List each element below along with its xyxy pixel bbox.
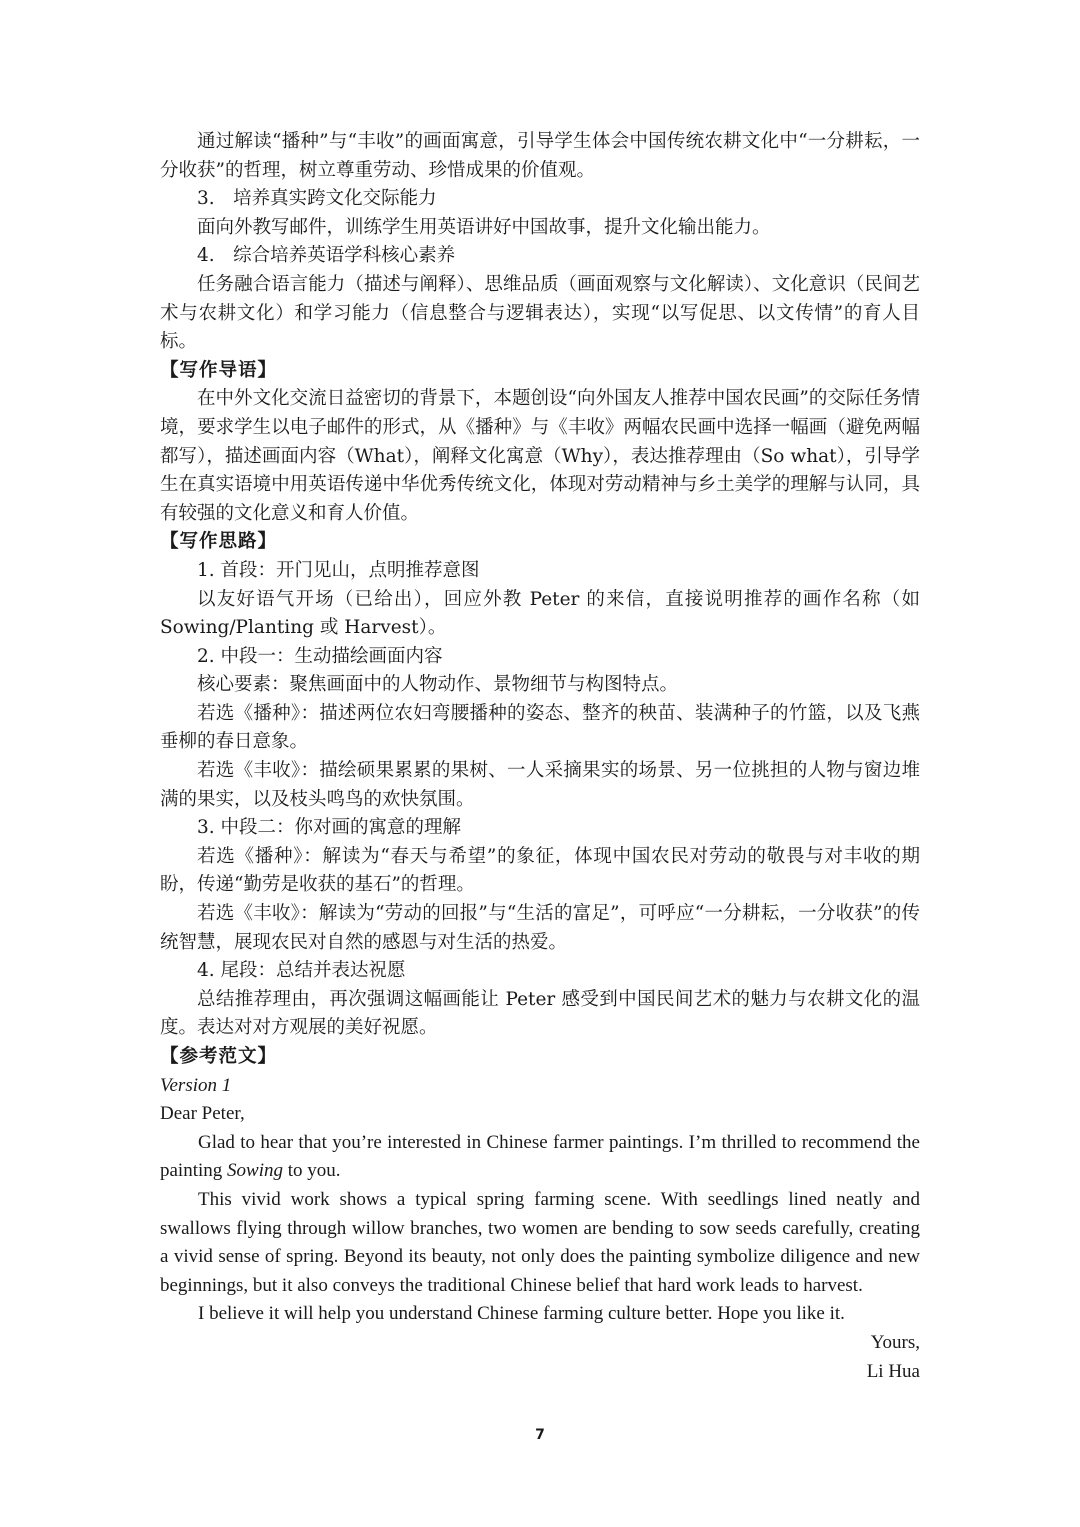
goal-3-title: 3. 培养真实跨文化交际能力 [197,188,437,210]
writing-ideas-heading: 【写作思路】 [160,531,278,553]
ideas-step-3-sowing: 若选《播种》：解读为“春天与希望”的象征，体现中国农民对劳动的敬畏与对丰收的期盼，传递“勤劳是收获的基石”的哲理。 [160,845,920,896]
page-number: 7 [535,1427,545,1443]
ideas-step-1-body: 以友好语气开场（已给出），回应外教 Peter 的来信，直接说明推荐的画作名称（如 Sowing/Planting 或 Harvest）。 [160,588,920,639]
ideas-step-1-title: 1. 首段：开门见山，点明推荐意图 [197,559,480,581]
goal-4-body: 任务融合语言能力（描述与阐释）、思维品质（画面观察与文化解读）、文化意识（民间艺术与农耕文化）和学习能力（信息整合与逻辑表达），实现“以写促思、以文传情”的育人目标。 [160,273,920,353]
letter-p1-text-a: Glad to hear that you’re interested in Chinese farmer paintings. I’m thrilled to recommend the painting [160,1131,920,1182]
painting-title: Sowing [227,1160,283,1182]
ideas-step-3-harvest: 若选《丰收》：解读为“劳动的回报”与“生活的富足”，可呼应“一分耕耘，一分收获”的传统智慧，展现农民对自然的感恩与对生活的热爱。 [160,903,920,953]
letter-p1-text-b: to you. [282,1160,341,1182]
goal-4-title: 4. 综合培养英语学科核心素养 [197,245,456,267]
ideas-step-4-body: 总结推荐理由，再次强调这幅画能让 Peter 感受到中国民间艺术的魅力与农耕文化的温度。表达对对方观展的美好祝愿。 [160,988,920,1039]
letter-paragraph-1 [160,1129,920,1186]
ideas-step-2-harvest: 若选《丰收》：描绘硕果累累的果树、一人采摘果实的场景、另一位挑担的人物与窗边堆满的果实，以及枝头鸣鸟的欢快氛围。 [160,760,920,810]
ideas-step-2-sowing: 若选《播种》：描述两位农妇弯腰播种的姿态、整齐的秧苗、装满种子的竹篮，以及飞燕垂柳的春日意象。 [160,702,920,753]
letter-closing: Yours, [870,1331,920,1353]
writing-guide-heading: 【写作导语】 [160,359,278,381]
letter-paragraph-3: I believe it will help you understand Chinese farming culture better. Hope you like it. [198,1303,845,1325]
page-content [160,128,920,1386]
sample-version-label: Version 1 [160,1074,232,1096]
goal-3-body: 面向外教写邮件，训练学生用英语讲好中国故事，提升文化输出能力。 [197,216,771,238]
letter-signature: Li Hua [866,1360,920,1382]
letter-paragraph-2: This vivid work shows a typical spring farming scene. With seedlings lined neatly and swallows flying through willow branches, two women are bending to sow seeds carefully, creating a vivid sense of spring. Beyond its beauty, not only does the painting symbolize diligence and new beginnings, but it also conveys the traditional Chinese belief that hard work leads to harvest. [160,1188,920,1296]
goal-2-body: 通过解读“播种”与“丰收”的画面寓意，引导学生体会中国传统农耕文化中“一分耕耘，一分收获”的哲理，树立尊重劳动、珍惜成果的价值观。 [160,131,920,181]
ideas-step-2-title: 2. 中段一：生动描绘画面内容 [197,645,443,667]
sample-essay-heading: 【参考范文】 [160,1046,278,1067]
writing-guide-body: 在中外文化交流日益密切的背景下，本题创设“向外国友人推荐中国农民画”的交际任务情境，要求学生以电子邮件的形式，从《播种》与《丰收》两幅农民画中选择一幅画（避免两幅都写），描述画面内容（What），阐释文化寓意（Why），表达推荐理由（So what），引导学生在真实语境中用英语传递中华优秀传统文化，体现对劳动精神与乡土美学的理解与认同，具有较强的文化意义和育人价值。 [160,388,920,524]
ideas-step-3-title: 3. 中段二：你对画的寓意的理解 [197,817,462,839]
letter-salutation: Dear Peter, [160,1103,245,1125]
ideas-step-2-core: 核心要素：聚焦画面中的人物动作、景物细节与构图特点。 [197,674,679,696]
ideas-step-4-title: 4. 尾段：总结并表达祝愿 [197,960,406,982]
